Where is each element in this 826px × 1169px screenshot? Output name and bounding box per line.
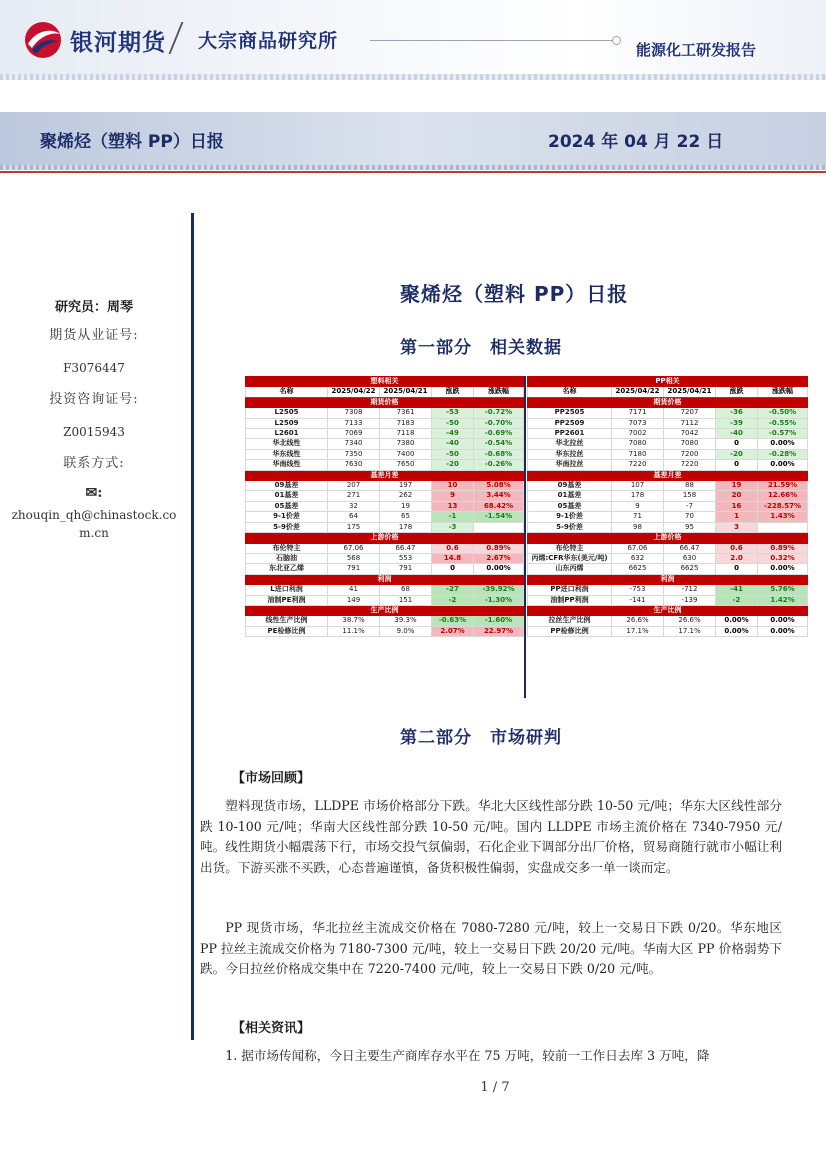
section-heading-judgement [400,723,562,748]
value-previous: 178 [380,522,432,532]
row-name: PP2601 [528,429,612,439]
value-current: 7308 [328,408,380,418]
page-number: 1 / 7 [480,1080,510,1095]
row-name: L2505 [246,408,328,418]
change-percent: 0.00% [758,626,808,636]
value-previous: 7080 [664,439,716,449]
section-row [528,605,808,615]
value-current: 6625 [612,564,664,574]
change-percent: -0.26% [474,460,524,470]
value-current: 207 [328,481,380,491]
change-value: -49 [432,429,474,439]
row-name: 01基差 [528,491,612,501]
table-row [528,491,808,501]
value-current: 632 [612,553,664,563]
value-previous: 68 [380,585,432,595]
row-name: 华南线性 [246,460,328,470]
row-name: 油制PE利润 [246,595,328,605]
value-current: 178 [612,491,664,501]
change-value: 0 [716,439,758,449]
row-name: 丙烯:CFR华东(美元/吨) [528,553,612,563]
row-name: PP2509 [528,418,612,428]
section-row [528,397,808,407]
value-current: 7220 [612,460,664,470]
value-current: -141 [612,595,664,605]
value-previous: 39.3% [380,616,432,626]
change-percent: 0.00% [758,616,808,626]
table-title-row [528,377,808,387]
value-previous: 262 [380,491,432,501]
value-previous: 7361 [380,408,432,418]
table-row [246,501,524,511]
change-value: -27 [432,585,474,595]
header-stripe [0,74,826,80]
row-name: 01基差 [246,491,328,501]
table-row [246,543,524,553]
table-row [528,481,808,491]
value-previous: 6625 [664,564,716,574]
value-current: 71 [612,512,664,522]
brand-name: 银河期货 [70,30,166,56]
change-value: 0 [716,564,758,574]
change-percent: 0.89% [758,543,808,553]
institute-name: 大宗商品研究所 [198,30,339,52]
column-header: 涨跌幅 [474,387,524,397]
value-current: 7073 [612,418,664,428]
change-value: 0.00% [716,626,758,636]
table-row [246,595,524,605]
section-row [246,470,524,480]
column-header: 涨跌幅 [758,387,808,397]
row-name: 5-9价差 [528,522,612,532]
row-name: 山东丙烯 [528,564,612,574]
change-percent: -1.60% [474,616,524,626]
change-value: 0 [716,460,758,470]
section-row [246,574,524,584]
row-name: 09基差 [528,481,612,491]
row-name: L进口利润 [246,585,328,595]
value-current: 568 [328,553,380,563]
table-row [528,616,808,626]
change-percent: 0.89% [474,543,524,553]
change-percent: -0.72% [474,408,524,418]
table-row [528,512,808,522]
table-row [528,564,808,574]
table-title: 塑料相关 [246,377,524,387]
row-name: L2509 [246,418,328,428]
value-previous: 95 [664,522,716,532]
change-percent: 21.59% [758,481,808,491]
analyst-sidebar [4,292,184,542]
value-current: 38.7% [328,616,380,626]
value-previous: 26.6% [664,616,716,626]
value-current: 175 [328,522,380,532]
change-value: -40 [432,439,474,449]
change-value: -50 [432,449,474,459]
column-header: 涨跌 [716,387,758,397]
section-row [246,605,524,615]
change-value: 13 [432,501,474,511]
value-previous: 553 [380,553,432,563]
change-value: -53 [432,408,474,418]
table-row [528,543,808,553]
change-value: -50 [432,418,474,428]
license-label: 期货从业证号: [49,328,139,343]
row-name: 华东拉丝 [528,449,612,459]
section-row [528,470,808,480]
change-percent: 2.67% [474,553,524,563]
section-label: 生产比例 [246,605,524,615]
change-percent [474,522,524,532]
table-row [246,585,524,595]
table-row [246,408,524,418]
value-previous: -712 [664,585,716,595]
column-header: 涨跌 [432,387,474,397]
row-name: 布伦特主 [528,543,612,553]
change-percent: 68.42% [474,501,524,511]
section-label: 生产比例 [528,605,808,615]
table-row [246,481,524,491]
value-previous: 7112 [664,418,716,428]
section-number: 第一部分 [400,338,472,358]
section-label: 上游价格 [246,533,524,543]
consult-number: Z0015943 [63,425,125,439]
table-row [528,553,808,563]
section-name: 相关数据 [490,338,562,358]
market-review-paragraph-pp: PP 现货市场，华北拉丝主流成交价格在 7080-7280 元/吨，较上一交易日下跌 0/20。华东地区 PP 拉丝主流成交价格为 7180-7300 元/吨，较上一交易日下跌 20/20 元/吨。华南大区 PP 价格弱势下跌。今日拉丝价格成交集中在 7220-7400 元/吨，较上一交易日下跌 0/20 元/吨。 [200,920,782,976]
table-row [246,626,524,636]
table-row [528,595,808,605]
change-value: 14.8 [432,553,474,563]
change-value: 0 [432,564,474,574]
value-current: 7350 [328,449,380,459]
value-previous: 17.1% [664,626,716,636]
value-previous: 7220 [664,460,716,470]
table-row [246,491,524,501]
change-percent: -39.92% [474,585,524,595]
value-previous: 65 [380,512,432,522]
value-current: 7069 [328,429,380,439]
value-current: 791 [328,564,380,574]
row-name: L2601 [246,429,328,439]
banner-title: 聚烯烃（塑料 PP）日报 [40,132,224,152]
value-previous: 19 [380,501,432,511]
consult-label: 投资咨询证号: [49,392,139,407]
table-row [246,460,524,470]
change-value: -2 [716,595,758,605]
value-current: 26.6% [612,616,664,626]
row-name: 华南拉丝 [528,460,612,470]
table-row [246,439,524,449]
value-previous: 7400 [380,449,432,459]
column-header: 名称 [246,387,328,397]
pp-table [527,376,808,637]
value-current: 98 [612,522,664,532]
change-value: 10 [432,481,474,491]
table-row [528,501,808,511]
row-name: PP2505 [528,408,612,418]
row-name: 线性生产比例 [246,616,328,626]
sidebar-divider [191,213,194,1040]
value-previous: 88 [664,481,716,491]
change-value: -0.63% [432,616,474,626]
value-current: 7133 [328,418,380,428]
section-label: 上游价格 [528,533,808,543]
change-percent: -0.68% [474,449,524,459]
table-row [528,418,808,428]
change-percent [758,522,808,532]
change-value: 0.00% [716,616,758,626]
news-heading: 【相关资讯】 [232,1021,311,1036]
change-percent: -0.28% [758,449,808,459]
analyst-email[interactable]: zhouqin_qh@chinastock.com.cn [11,508,177,540]
table-title: PP相关 [528,377,808,387]
change-value: -36 [716,408,758,418]
table-row [246,522,524,532]
row-name: PE检修比例 [246,626,328,636]
change-percent: 0.00% [474,564,524,574]
table-row [246,616,524,626]
change-value: 9 [432,491,474,501]
row-name: 9-1价差 [528,512,612,522]
row-name: 华东线性 [246,449,328,459]
change-value: 0.6 [432,543,474,553]
column-header: 名称 [528,387,612,397]
header-rule [370,40,615,41]
market-review-paragraph-pe: 塑料现货市场，LLDPE 市场价格部分下跌。华北大区线性部分跌 10-50 元/吨；华东大区线性部分跌 10-100 元/吨；华南大区线性部分跌 10-50 元/吨。国内 LLDPE 市场主流价格在 7340-7950 元/吨。线性期货小幅震荡下行，市场交投气氛偏弱，石化企业下调部分出厂价格，贸易商随行就市小幅让利出货。下游买涨不买跌，心态普遍谨慎，备货积极性偏弱，实盘成交多一单一谈而定。 [200,798,782,875]
table-row [528,449,808,459]
banner-red-rule [0,171,826,173]
row-name: 东北亚乙烯 [246,564,328,574]
change-value: -20 [432,460,474,470]
value-current: 7630 [328,460,380,470]
change-value: 20 [716,491,758,501]
row-name: 9-1价差 [246,512,328,522]
change-value: 1 [716,512,758,522]
change-value: 16 [716,501,758,511]
value-previous: 151 [380,595,432,605]
change-percent: 0.00% [758,439,808,449]
brand-divider [169,22,184,54]
change-value: 19 [716,481,758,491]
row-name: PP进口利润 [528,585,612,595]
row-name: 华北拉丝 [528,439,612,449]
section-label: 基差月差 [246,470,524,480]
value-current: 7171 [612,408,664,418]
value-previous: 7650 [380,460,432,470]
change-percent: -228.57% [758,501,808,511]
row-name: 09基差 [246,481,328,491]
value-current: 7340 [328,439,380,449]
value-current: 7180 [612,449,664,459]
table-row [246,512,524,522]
column-header: 2025/04/21 [380,387,432,397]
change-percent: -0.57% [758,429,808,439]
section-label: 利润 [246,574,524,584]
change-percent: -0.54% [474,439,524,449]
value-previous: 66.47 [664,543,716,553]
section-number: 第二部分 [400,728,472,748]
value-previous: 197 [380,481,432,491]
value-current: 32 [328,501,380,511]
news-item: 1. 据市场传闻称，今日主要生产商库存水平在 75 万吨，较前一工作日去库 3 万吨，降 [225,1048,710,1063]
value-current: 67.06 [612,543,664,553]
mail-icon: ✉: [85,485,103,501]
table-row [246,429,524,439]
table-row [246,553,524,563]
value-previous: 7380 [380,439,432,449]
row-name: 拉丝生产比例 [528,616,612,626]
change-percent: 1.42% [758,595,808,605]
change-value: 0.6 [716,543,758,553]
value-previous: -139 [664,595,716,605]
table-row [528,408,808,418]
value-previous: 7183 [380,418,432,428]
value-current: 9 [612,501,664,511]
column-header: 2025/04/22 [328,387,380,397]
table-row [528,522,808,532]
value-current: 271 [328,491,380,501]
change-value: -39 [716,418,758,428]
value-previous: -7 [664,501,716,511]
change-value: -2 [432,595,474,605]
license-number: F3076447 [63,361,125,375]
change-value: -1 [432,512,474,522]
column-header-row [528,387,808,397]
section-row [246,533,524,543]
change-value: -3 [432,522,474,532]
change-percent: 1.43% [758,512,808,522]
value-current: 7002 [612,429,664,439]
contact-label: 联系方式: [63,456,125,471]
change-percent: -0.55% [758,418,808,428]
top-banner [0,0,826,80]
header-dot-icon [612,36,621,45]
section-row [528,533,808,543]
change-value: 2.07% [432,626,474,636]
change-percent: -1.54% [474,512,524,522]
report-type: 能源化工研发报告 [636,41,757,59]
column-header-row [246,387,524,397]
table-row [246,418,524,428]
table-row [528,429,808,439]
value-previous: 7042 [664,429,716,439]
change-percent: 0.32% [758,553,808,563]
row-name: 石脑油 [246,553,328,563]
table-row [246,564,524,574]
change-value: -41 [716,585,758,595]
section-label: 期货价格 [528,397,808,407]
row-name: 5-9价差 [246,522,328,532]
change-percent: 22.97% [474,626,524,636]
market-review-heading: 【市场回顾】 [232,771,311,786]
banner-stripe [0,165,826,170]
change-percent: -0.69% [474,429,524,439]
row-name: PP检修比例 [528,626,612,636]
table-row [246,449,524,459]
banner-date: 2024 年 04 月 22 日 [548,132,724,152]
section-name: 市场研判 [490,728,562,748]
value-previous: 66.47 [380,543,432,553]
galaxy-logo-icon [22,20,64,60]
change-value: 2.0 [716,553,758,563]
value-current: 149 [328,595,380,605]
value-current: 67.06 [328,543,380,553]
value-previous: 630 [664,553,716,563]
change-value: 3 [716,522,758,532]
analyst-name: 研究员：周琴 [54,300,133,315]
section-row [528,574,808,584]
change-percent: 12.66% [758,491,808,501]
change-value: -40 [716,429,758,439]
value-previous: 70 [664,512,716,522]
section-heading-data [400,333,562,358]
change-percent: 0.00% [758,564,808,574]
value-previous: 158 [664,491,716,501]
change-percent: 5.76% [758,585,808,595]
plastic-table [245,376,524,637]
row-name: 华北线性 [246,439,328,449]
value-current: -753 [612,585,664,595]
section-row [246,397,524,407]
change-percent: -0.70% [474,418,524,428]
table-title-row [246,377,524,387]
change-percent: 0.00% [758,460,808,470]
change-value: -20 [716,449,758,459]
value-current: 41 [328,585,380,595]
row-name: 油制PP利润 [528,595,612,605]
row-name: 05基差 [528,501,612,511]
table-row [528,626,808,636]
column-header: 2025/04/22 [612,387,664,397]
table-row [528,439,808,449]
data-tables [245,376,807,698]
change-percent: -0.50% [758,408,808,418]
section-label: 期货价格 [246,397,524,407]
value-previous: 791 [380,564,432,574]
report-title: 聚烯烃（塑料 PP）日报 [400,282,629,306]
section-label: 利润 [528,574,808,584]
value-previous: 9.0% [380,626,432,636]
value-current: 11.1% [328,626,380,636]
value-previous: 7200 [664,449,716,459]
value-current: 7080 [612,439,664,449]
row-name: 布伦特主 [246,543,328,553]
change-percent: 5.08% [474,481,524,491]
change-percent: 3.44% [474,491,524,501]
value-current: 17.1% [612,626,664,636]
value-current: 64 [328,512,380,522]
value-previous: 7118 [380,429,432,439]
title-banner [0,112,826,170]
section-label: 基差月差 [528,470,808,480]
table-row [528,460,808,470]
row-name: 05基差 [246,501,328,511]
value-previous: 7207 [664,408,716,418]
column-header: 2025/04/21 [664,387,716,397]
table-divider [524,376,526,698]
change-percent: -1.30% [474,595,524,605]
value-current: 107 [612,481,664,491]
table-row [528,585,808,595]
